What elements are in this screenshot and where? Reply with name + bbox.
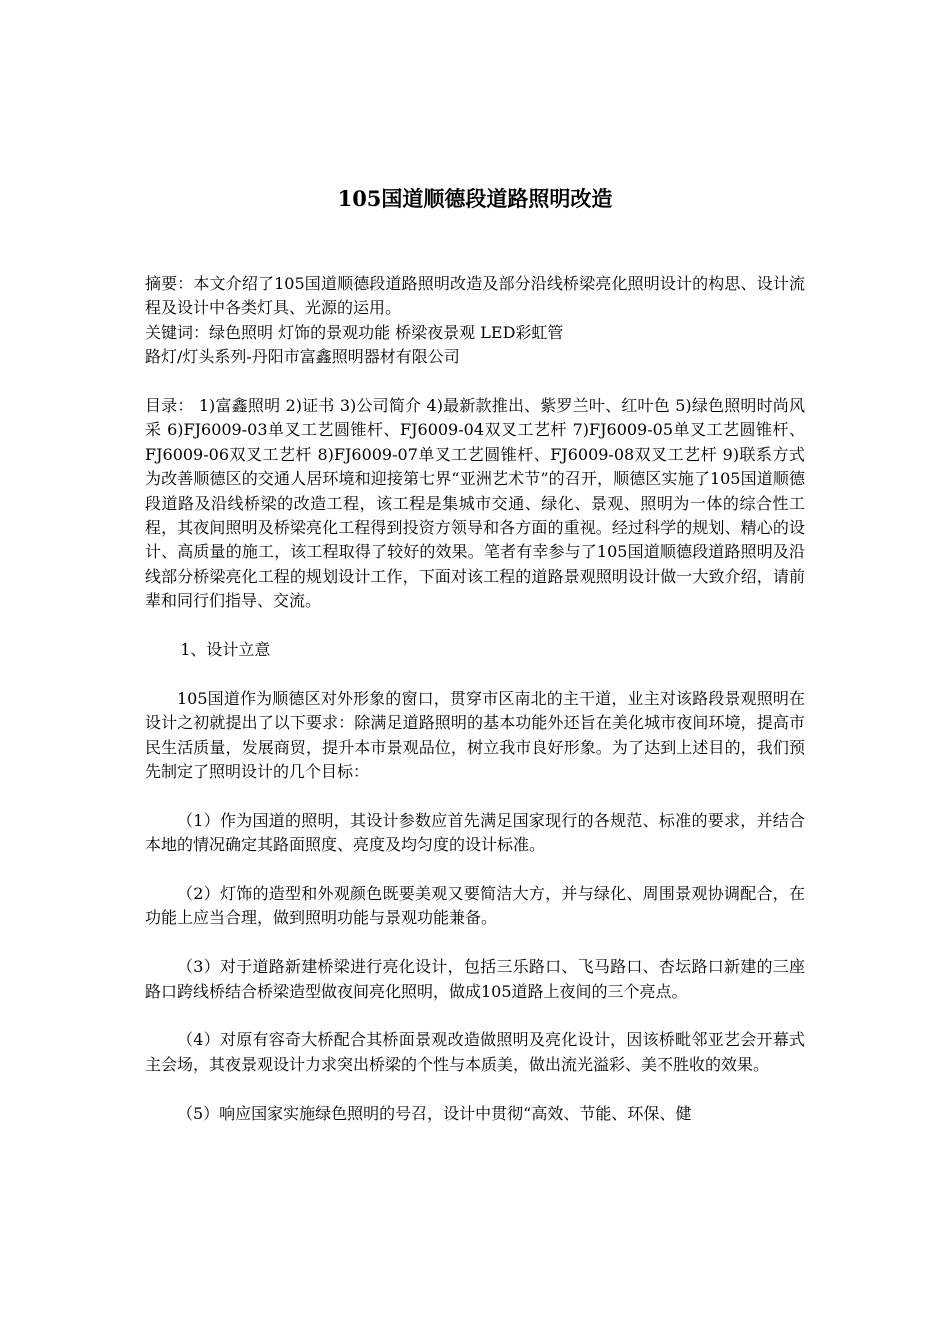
goal-paragraph-2: （2）灯饰的造型和外观颜色既要美观又要简洁大方，并与绿化、周围景观协调配合，在功能上应当合理，做到照明功能与景观功能兼备。 (145, 884, 805, 928)
spacer (145, 370, 805, 394)
spacer (145, 1004, 805, 1028)
toc-paragraph: 目录： 1)富鑫照明 2)证书 3)公司简介 4)最新款推出、紫罗兰叶、红叶色 5)绿色照明时尚风采 6)FJ6009-03单叉工艺圆锥杆、FJ6009-04双叉工艺杆 7)FJ6009-05单叉工艺圆锥杆、FJ6009-06双叉工艺杆 8)FJ6009-07单叉工艺圆锥杆、FJ6009-08双叉工艺杆 9)联系方式为改善顺德区的交通人居环境和迎接第七界“亚洲艺术节”的召开，顺德区实施了105国道顺德段道路及沿线桥梁的改造工程，该工程是集城市交通、绿化、景观、照明为一体的综合性工程，其夜间照明及桥梁亮化工程得到投资方领导和各方面的重视。经过科学的规划、精心的设计、高质量的施工，该工程取得了较好的效果。笔者有幸参与了105国道顺德段道路照明及沿线部分桥梁亮化工程的规划设计工作，下面对该工程的道路景观照明设计做一大致介绍，请前辈和同行们指导、交流。 (145, 396, 805, 611)
section-heading: 1、设计立意 (180, 640, 271, 660)
spacer (145, 1077, 805, 1101)
abstract-paragraph: 摘要：本文介绍了105国道顺德段道路照明改造及部分沿线桥梁亮化照明设计的构思、设计流程及设计中各类灯具、光源的运用。 (145, 274, 805, 318)
document-title: 105国道顺德段道路照明改造 (337, 186, 613, 211)
company-line: 路灯/灯头系列-丹阳市富鑫照明器材有限公司 (145, 347, 460, 367)
spacer (145, 614, 805, 638)
spacer (145, 858, 805, 882)
keywords-line: 关键词：绿色照明 灯饰的景观功能 桥梁夜景观 LED彩虹管 (145, 322, 564, 342)
section-intro-paragraph: 105国道作为顺德区对外形象的窗口，贯穿市区南北的主干道，业主对该路段景观照明在设计之初就提出了以下要求：除满足道路照明的基本功能外还旨在美化城市夜间环境，提高市民生活质量，发展商贸，提升本市景观品位，树立我市良好形象。为了达到上述目的，我们预先制定了照明设计的几个目标： (145, 688, 805, 782)
goal-paragraph-4: （4）对原有容奇大桥配合其桥面景观改造做照明及亮化设计，因该桥毗邻亚艺会开幕式主会场，其夜景观设计力求突出桥梁的个性与本质美，做出流光溢彩、美不胜收的效果。 (145, 1030, 805, 1074)
spacer (145, 784, 805, 808)
goal-paragraph-1: （1）作为国道的照明，其设计参数应首先满足国家现行的各规范、标准的要求，并结合本地的情况确定其路面照度、亮度及均匀度的设计标准。 (145, 810, 805, 855)
goal-paragraph-3: （3）对于道路新建桥梁进行亮化设计，包括三乐路口、飞马路口、杏坛路口新建的三座路口跨线桥结合桥梁造型做夜间亮化照明，做成105道路上夜间的三个亮点。 (145, 957, 805, 1001)
spacer (145, 931, 805, 955)
spacer (145, 662, 805, 686)
goal-paragraph-5: （5）响应国家实施绿色照明的号召，设计中贯彻“高效、节能、环保、健 (177, 1103, 692, 1123)
document-body (145, 272, 805, 1126)
